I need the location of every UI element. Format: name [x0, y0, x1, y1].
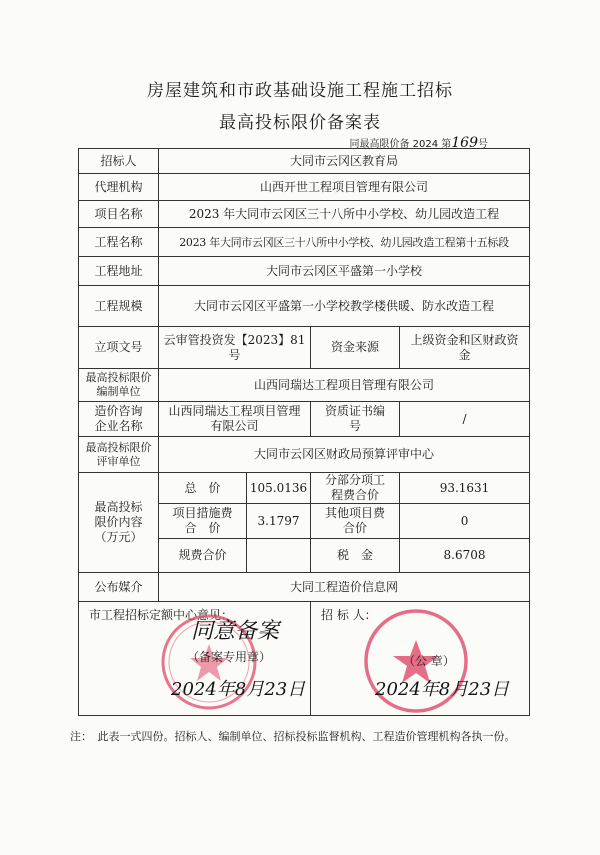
work-address-value: 大同市云冈区平盛第一小学校 — [159, 257, 530, 286]
fee-value — [247, 539, 311, 573]
tax-label: 税 金 — [311, 539, 400, 573]
sub-cost-value: 93.1631 — [400, 473, 530, 504]
fee-label: 规费合价 — [159, 539, 247, 573]
agency-label: 代理机构 — [79, 174, 159, 201]
total-label: 总 价 — [159, 473, 247, 504]
review-value: 大同市云冈区财政局预算评审中心 — [159, 437, 530, 473]
row-review — [79, 437, 530, 473]
row-tenderer — [79, 149, 530, 174]
row-work-name — [79, 228, 530, 257]
filing-seal-caption: （备案专用章） — [187, 650, 272, 664]
row-project-name — [79, 201, 530, 228]
work-scale-label: 工程规模 — [79, 286, 159, 327]
document-number-suffix: 号 — [478, 139, 488, 150]
row-media — [79, 573, 530, 602]
row-signoff — [79, 602, 530, 716]
consult-label: 造价咨询企业名称 — [79, 402, 159, 437]
approval-label: 立项文号 — [79, 327, 159, 369]
other-cost-label: 其他项目费合价 — [311, 504, 400, 539]
footer-note: 注： 此表一式四份。招标人、编制单位、招标投标监督机构、工程造价管理机构各执一份。 — [70, 730, 516, 743]
fund-source-label: 资金来源 — [311, 327, 400, 369]
consult-value: 山西同瑞达工程项目管理有限公司 — [159, 402, 311, 437]
other-cost-value: 0 — [400, 504, 530, 539]
total-value: 105.0136 — [247, 473, 311, 504]
row-content-1 — [79, 473, 530, 504]
compiler-label: 最高投标限价编制单位 — [79, 369, 159, 402]
work-address-label: 工程地址 — [79, 257, 159, 286]
tenderer-label: 招标人 — [79, 149, 159, 174]
row-compiler — [79, 369, 530, 402]
row-work-scale — [79, 286, 530, 327]
sub-cost-label: 分部分项工程费合价 — [311, 473, 400, 504]
document-title-line2: 最高投标限价备案表 — [219, 113, 381, 133]
fund-source-value: 上级资金和区财政资金 — [400, 327, 530, 369]
tax-value: 8.6708 — [400, 539, 530, 573]
signoff-right — [311, 602, 530, 716]
approval-center-label: 市工程招标定额中心意见： — [89, 608, 234, 622]
row-agency — [79, 174, 530, 201]
review-label: 最高投标限价评审单位 — [79, 437, 159, 473]
row-approval — [79, 327, 530, 369]
tenderer-sign-label: 招 标 人： — [321, 608, 377, 622]
filing-table — [78, 148, 530, 716]
official-seal-caption: （公 章） — [403, 654, 455, 668]
measure-label: 项目措施费合 价 — [159, 504, 247, 539]
signoff-left — [79, 602, 311, 716]
document-number-prefix: 同最高限价备 2024 第 — [349, 139, 452, 150]
content-label: 最高投标限价内容（万元） — [79, 473, 159, 573]
right-signed-date: 2024年8月23日 — [375, 679, 510, 700]
document-title-line1: 房屋建筑和市政基础设施工程施工招标 — [147, 81, 453, 101]
media-value: 大同工程造价信息网 — [159, 573, 530, 602]
row-consult — [79, 402, 530, 437]
measure-value: 3.1797 — [247, 504, 311, 539]
cert-value: / — [400, 402, 530, 437]
row-work-address — [79, 257, 530, 286]
agency-value: 山西开世工程项目管理有限公司 — [159, 174, 530, 201]
work-name-label: 工程名称 — [79, 228, 159, 257]
work-name-value: 2023 年大同市云冈区三十八所中小学校、幼儿园改造工程第十五标段 — [159, 228, 530, 257]
left-signed-date: 2024年8月23日 — [171, 679, 306, 700]
project-name-value: 2023 年大同市云冈区三十八所中小学校、幼儿园改造工程 — [159, 201, 530, 228]
project-name-label: 项目名称 — [79, 201, 159, 228]
compiler-value: 山西同瑞达工程项目管理有限公司 — [159, 369, 530, 402]
approval-value: 云审管投资发【2023】81 号 — [159, 327, 311, 369]
document-number-handwritten: 169 — [451, 135, 478, 151]
tenderer-value: 大同市云冈区教育局 — [159, 149, 530, 174]
media-label: 公布媒介 — [79, 573, 159, 602]
cert-label: 资质证书编 号 — [311, 402, 400, 437]
handwritten-approval: 同意备案 — [191, 619, 280, 644]
work-scale-value: 大同市云冈区平盛第一小学校教学楼供暖、防水改造工程 — [159, 286, 530, 327]
